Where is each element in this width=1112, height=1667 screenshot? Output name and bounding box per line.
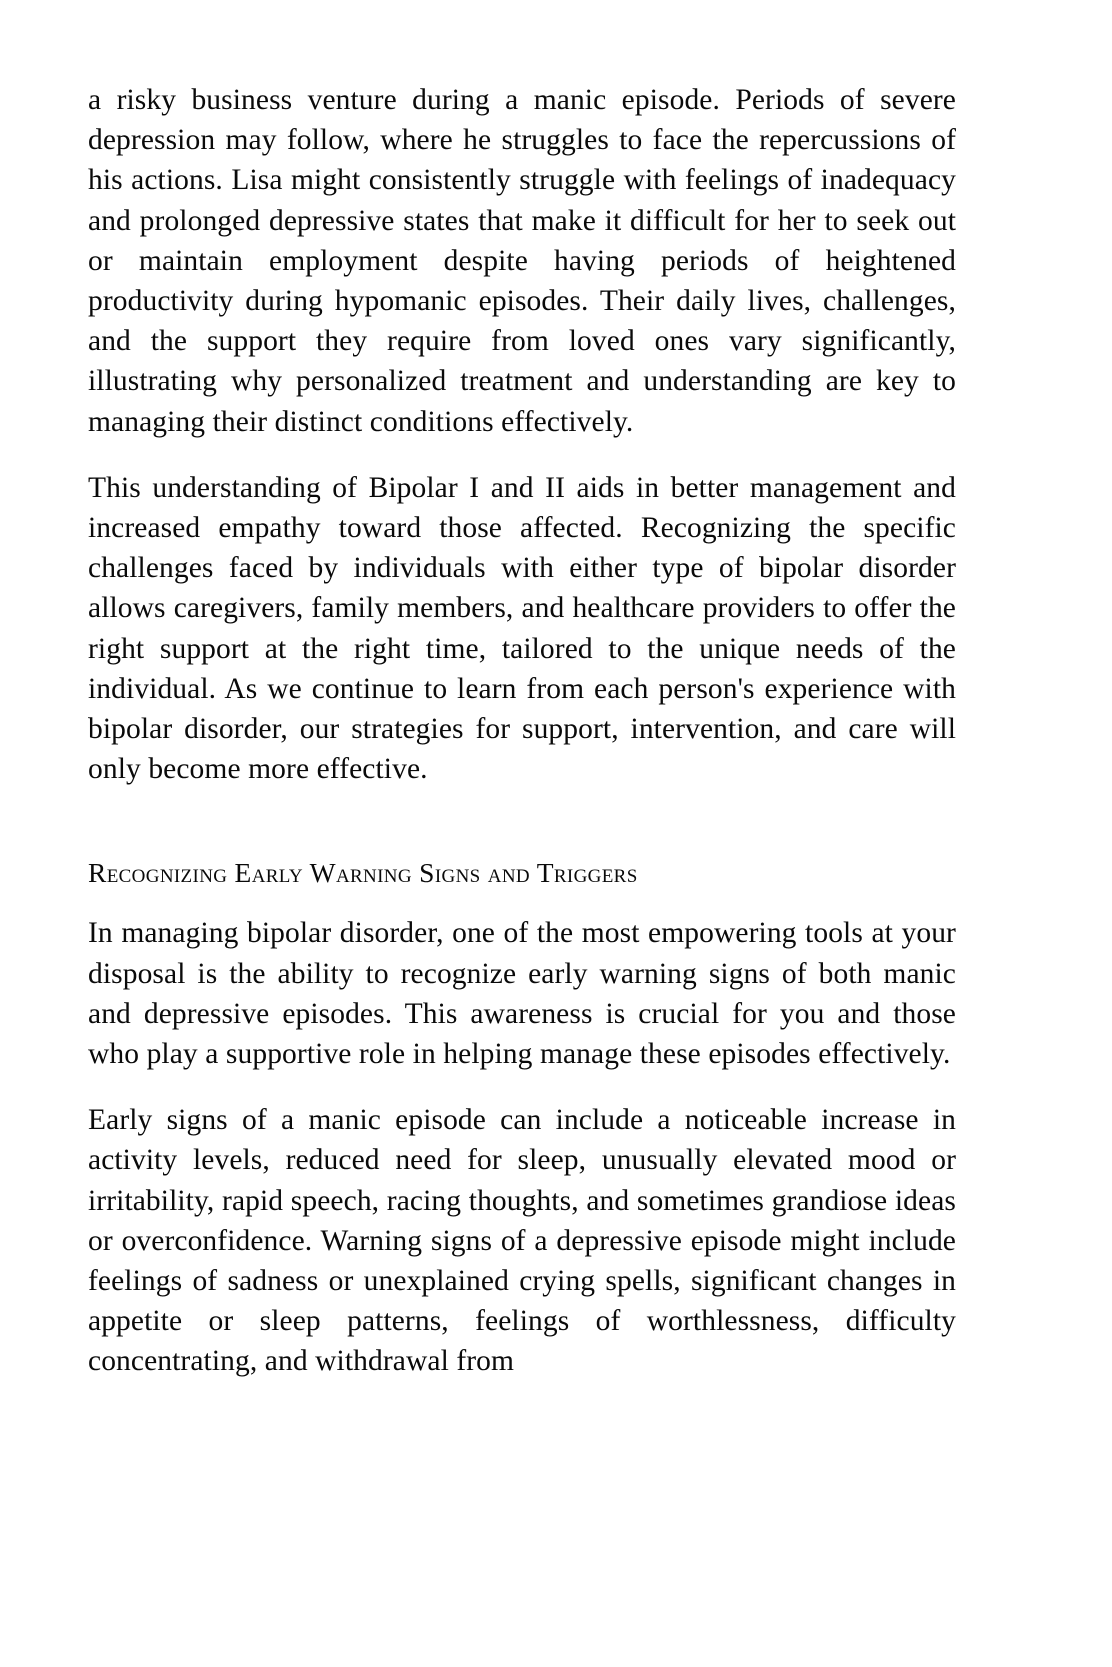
paragraph-empowering-tools: In managing bipolar disorder, one of the most empowering tools at your disposal is the ability to recognize early warning signs of both manic and depressive episodes. This awareness is crucial for you and those who play a supportive role in helping manage these episodes effectively. [88,917,956,1071]
heading-spacer [88,815,956,855]
paragraph-understanding-bipolar-i-ii: This understanding of Bipolar I and II aids in better management and increased empathy toward those affected. Recognizing the specific challenges faced by individuals with either type of bipolar disorder allows caregivers, family members, and healthcare providers to offer the right support at the right time, tailored to the unique needs of the individual. As we continue to learn from each person's experience with bipolar disorder, our strategies for support, intervention, and care will only become more effective. [88,471,956,786]
page-content-column [88,80,956,1382]
paragraph-early-signs: Early signs of a manic episode can include a noticeable increase in activity levels, reduced need for sleep, unusually elevated mood or irritability, rapid speech, racing thoughts, and sometimes grandiose ideas or overconfidence. Warning signs of a depressive episode might include feelings of sadness or unexplained crying spells, significant changes in appetite or sleep patterns, feelings of worthlessness, difficulty concentrating, and withdrawal from [88,1104,956,1378]
section-heading-recognizing-early-warning-signs: Recognizing Early Warning Signs and Triggers [88,857,638,889]
paragraph-continued-bipolar-profiles: a risky business venture during a manic episode. Periods of severe depression may follow, where he struggles to face the repercussions of his actions. Lisa might consistently struggle with feelings of inadequacy and prolonged depressive states that make it difficult for her to seek out or maintain employment despite having periods of heightened productivity during hypomanic episodes. Their daily lives, challenges, and the support they require from loved ones vary significantly, illustrating why personalized treatment and understanding are key to managing their distinct conditions effectively. [88,84,956,438]
